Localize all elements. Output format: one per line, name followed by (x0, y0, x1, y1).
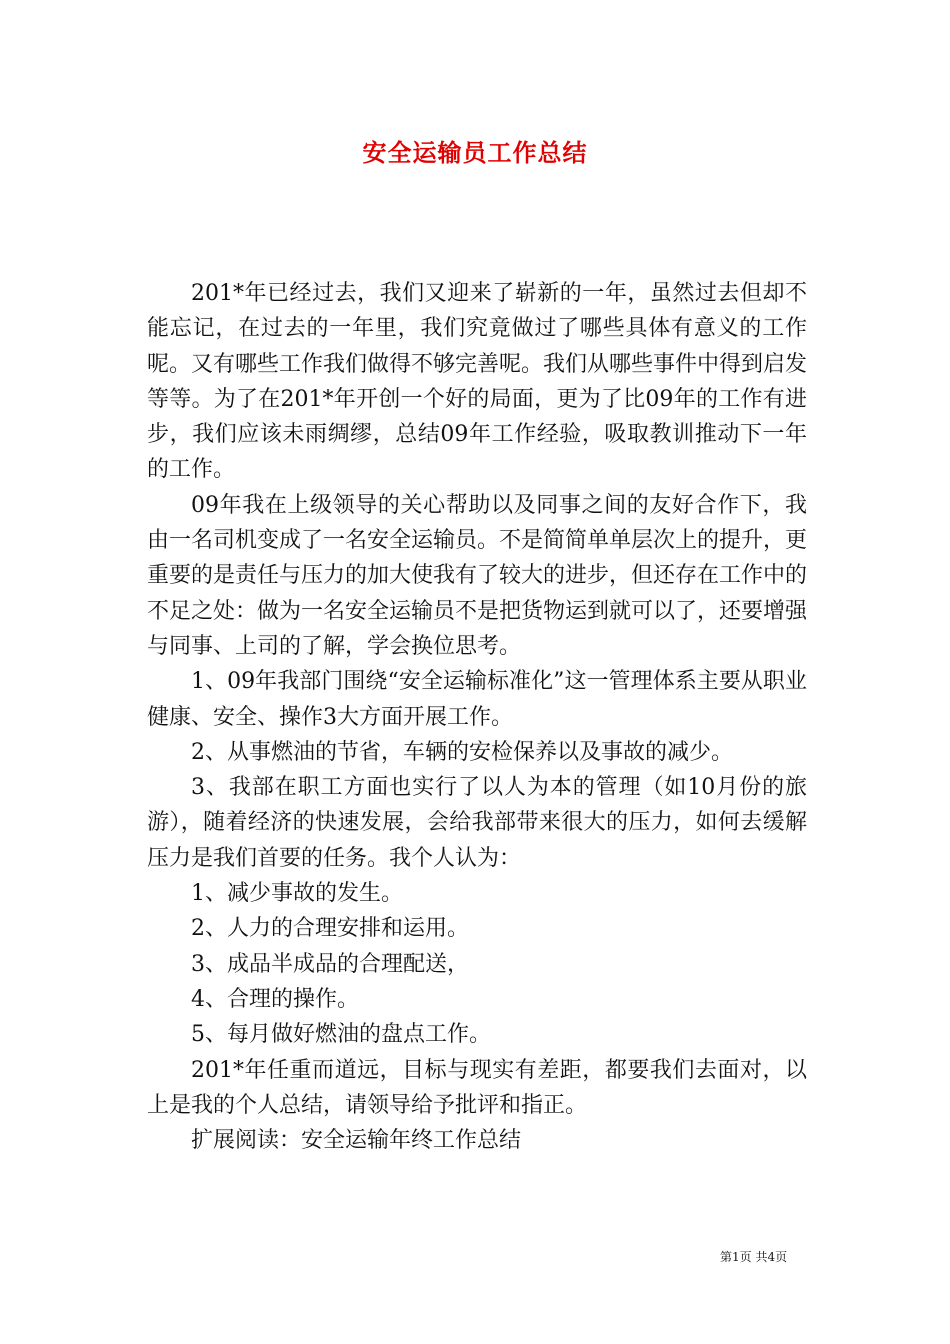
paragraph-intro: 201*年已经过去，我们又迎来了崭新的一年，虽然过去但却不能忘记，在过去的一年里，我们究竟做过了哪些具体有意义的工作呢。又有哪些工作我们做得不够完善呢。我们从哪些事件中得到启发等等。为了在201*年开创一个好的局面，更为了比09年的工作有进步，我们应该未雨绸缪，总结09年工作经验，吸取教训推动下一年的工作。 (147, 281, 808, 483)
list-item-distribution: 3、成品半成品的合理配送， (191, 951, 469, 977)
paragraph-item-3: 3、我部在职工方面也实行了以人为本的管理（如10月份的旅游），随着经济的快速发展，会给我部带来很大的压力，如何去缓解压力是我们首要的任务。我个人认为： (147, 775, 807, 871)
list-item-reduce-accidents: 1、减少事故的发生。 (191, 881, 403, 907)
paragraph-extended-reading: 扩展阅读：安全运输年终工作总结 (191, 1128, 522, 1154)
paragraph-item-1: 1、09年我部门围绕“安全运输标准化”这一管理体系主要从职业健康、安全、操作3大方面开展工作。 (147, 669, 807, 730)
document-title: 安全运输员工作总结 (362, 139, 588, 167)
list-item-fuel-inventory: 5、每月做好燃油的盘点工作。 (191, 1022, 491, 1048)
paragraph-promotion: 09年我在上级领导的关心帮助以及同事之间的友好合作下，我由一名司机变成了一名安全运输员。不是简简单单层次上的提升，更重要的是责任与压力的加大使我有了较大的进步，但还存在工作中的不足之处：做为一名安全运输员不是把货物运到就可以了，还要增强与同事、上司的了解，学会换位思考。 (147, 492, 808, 659)
document-body (147, 276, 807, 1158)
list-item-manpower: 2、人力的合理安排和运用。 (191, 916, 469, 942)
paragraph-conclusion: 201*年任重而道远，目标与现实有差距，都要我们去面对，以上是我的个人总结，请领导给予批评和指正。 (147, 1057, 807, 1118)
list-item-operation: 4、合理的操作。 (191, 986, 359, 1012)
paragraph-item-2: 2、从事燃油的节省，车辆的安检保养以及事故的减少。 (191, 739, 733, 765)
page-number: 第1页 共4页 (720, 1250, 788, 1264)
